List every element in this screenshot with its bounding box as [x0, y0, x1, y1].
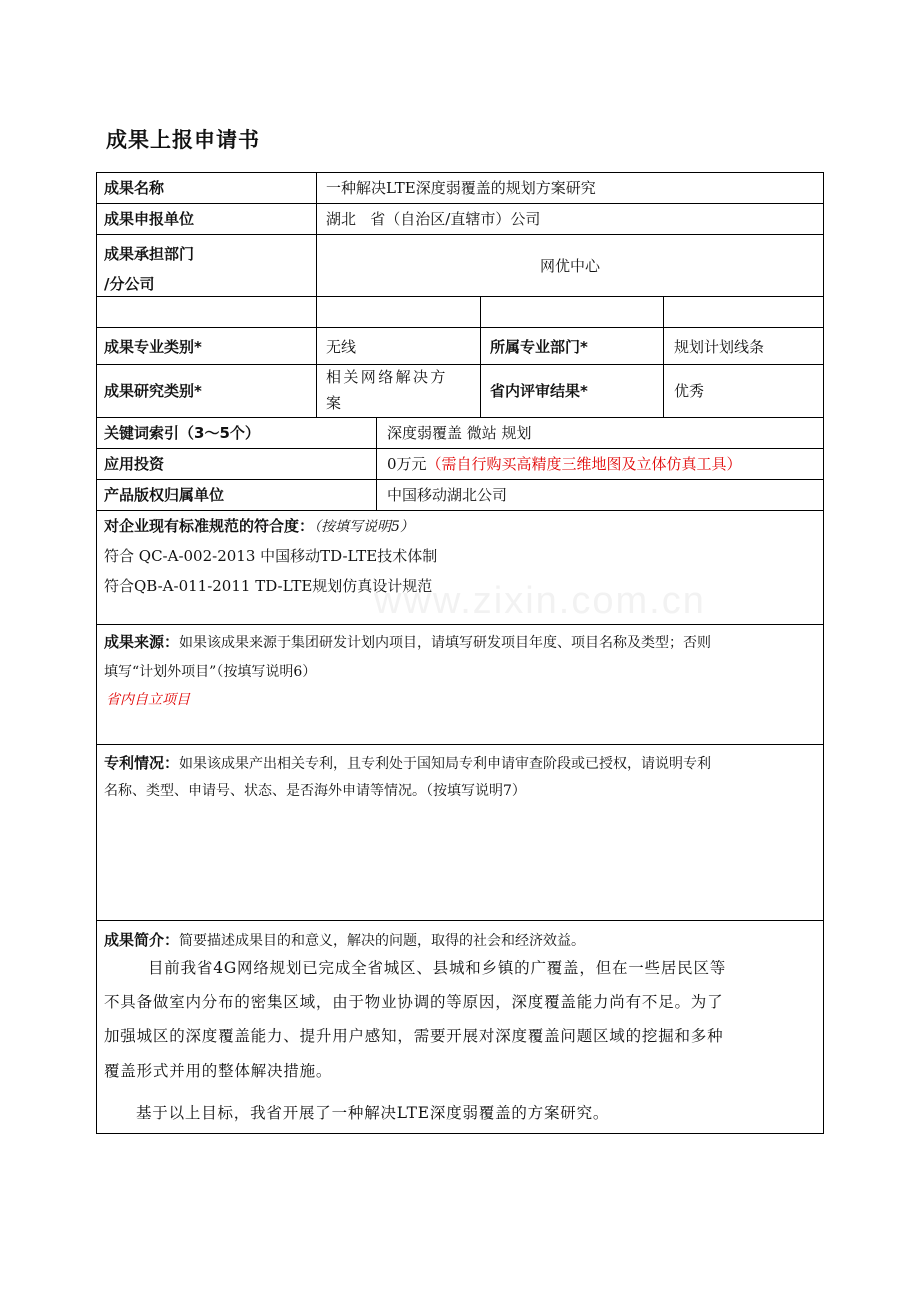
row-divider: [96, 624, 824, 625]
copyright-owner-value: 中国移动湖北公司: [387, 486, 508, 504]
standards-line-2: 符合QB-A-011-2011 TD-LTE规划仿真设计规范: [104, 577, 433, 595]
standards-note: （按填写说明5）: [314, 519, 414, 535]
row-divider: [96, 296, 824, 297]
keywords-label: 关键词索引（3～5个）: [104, 424, 260, 442]
row-divider: [96, 234, 824, 235]
responsible-dept-label: 成果承担部门: [104, 245, 195, 263]
source-label: 成果来源：: [104, 633, 180, 651]
document-title: 成果上报申请书: [106, 128, 260, 152]
investment-value: [387, 454, 742, 474]
column-divider: [316, 172, 317, 417]
summary-heading: [104, 928, 585, 954]
column-divider: [480, 296, 481, 417]
row-divider: [96, 510, 824, 511]
keywords-value: 深度弱覆盖 微站 规划: [387, 424, 532, 442]
summary-paragraph-1-line-4: 覆盖形式并用的整体解决措施。: [104, 1062, 333, 1080]
investment-amount: 0万元: [387, 455, 427, 473]
patent-desc: 如果该成果产出相关专利，且专利处于国知局专利申请审查阶段或已授权，请说明专利: [179, 756, 712, 772]
row-divider: [96, 203, 824, 204]
source-desc-line-1: [104, 630, 711, 656]
belong-dept-value: 规划计划线条: [674, 338, 765, 356]
summary-paragraph-1-line-3: 加强城区的深度覆盖能力、提升用户感知，需要开展对深度覆盖问题区域的挖掘和多种: [104, 1027, 724, 1045]
reporting-unit-value: 湖北 省（自治区/直辖市）公司: [326, 210, 541, 228]
major-category-value: 无线: [326, 338, 357, 356]
row-divider: [96, 479, 824, 480]
investment-label: 应用投资: [104, 455, 165, 473]
standards-heading: [104, 516, 414, 537]
row-divider: [96, 417, 824, 418]
reporting-unit-label: 成果申报单位: [104, 210, 195, 228]
research-category-label: 成果研究类别*: [104, 382, 202, 400]
row-divider: [96, 364, 824, 365]
summary-label: 成果简介：: [104, 931, 180, 949]
summary-desc: 简要描述成果目的和意义，解决的问题，取得的社会和经济效益。: [179, 933, 586, 949]
belong-dept-label: 所属专业部门*: [490, 338, 588, 356]
achievement-name-label: 成果名称: [104, 179, 165, 197]
summary-paragraph-1-line-2: 不具备做室内分布的密集区域，由于物业协调的等原因，深度覆盖能力尚有不足。为了: [104, 993, 724, 1011]
major-category-label: 成果专业类别*: [104, 338, 202, 356]
row-divider: [96, 920, 824, 921]
research-category-value: 相关网络解决方: [326, 368, 448, 386]
investment-note: （需自行购买高精度三维地图及立体仿真工具）: [426, 455, 742, 473]
source-desc-line-2: 填写“计划外项目”（按填写说明6）: [104, 664, 317, 680]
responsible-dept-label-line2: /分公司: [104, 275, 155, 293]
summary-paragraph-2: 基于以上目标，我省开展了一种解决LTE深度弱覆盖的方案研究。: [136, 1104, 610, 1122]
row-divider: [96, 744, 824, 745]
watermark: www.zixin.com.cn: [374, 580, 706, 622]
patent-desc-line-1: [104, 751, 711, 777]
patent-label: 专利情况：: [104, 754, 180, 772]
patent-desc-line-2: 名称、类型、申请号、状态、是否海外申请等情况。（按填写说明7）: [104, 783, 526, 799]
research-category-value-line2: 案: [326, 394, 342, 412]
achievement-name-value: 一种解决LTE深度弱覆盖的规划方案研究: [326, 179, 596, 197]
column-divider: [376, 417, 377, 510]
row-divider: [96, 448, 824, 449]
review-result-value: 优秀: [674, 382, 705, 400]
source-value: 省内自立项目: [106, 692, 190, 708]
copyright-owner-label: 产品版权归属单位: [104, 486, 225, 504]
responsible-dept-value: 网优中心: [539, 257, 600, 275]
column-divider: [663, 296, 664, 417]
summary-paragraph-1-line-1: 目前我省4G网络规划已完成全省城区、县城和乡镇的广覆盖，但在一些居民区等: [148, 959, 727, 977]
standards-label: 对企业现有标准规范的符合度：: [104, 517, 315, 535]
review-result-label: 省内评审结果*: [490, 382, 588, 400]
row-divider: [96, 327, 824, 328]
source-desc: 如果该成果来源于集团研发计划内项目，请填写研发项目年度、项目名称及类型；否则: [179, 635, 712, 651]
standards-line-1: 符合 QC-A-002-2013 中国移动TD-LTE技术体制: [104, 547, 438, 565]
